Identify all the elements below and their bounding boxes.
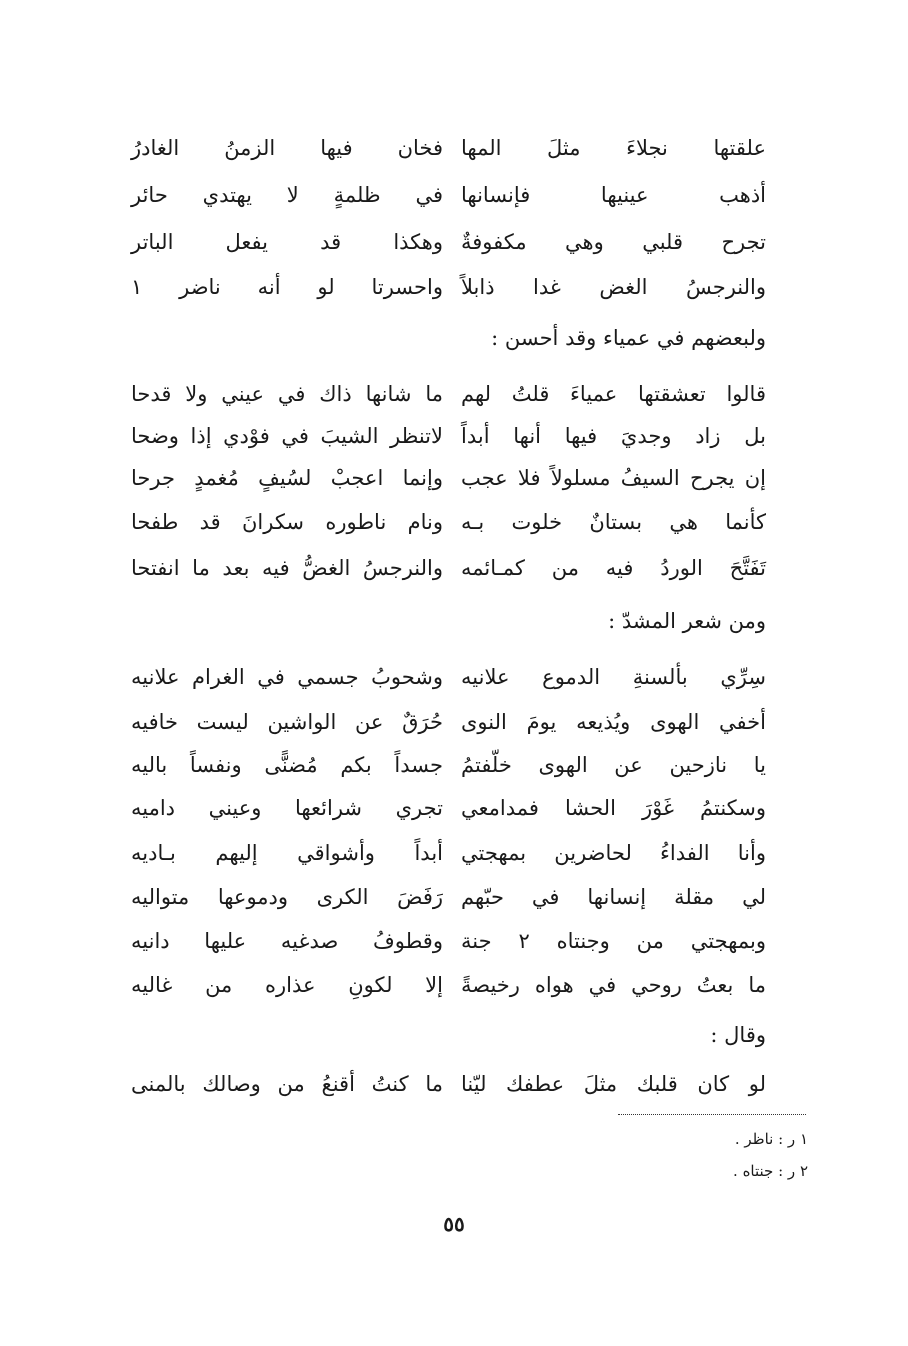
verse-second-hemistich: أبداً وأشواقي إليهم بـاديه	[131, 841, 443, 865]
verse-first-hemistich: لو كان قلبك مثلَ عطفك ليّنا	[461, 1072, 766, 1096]
verse-second-hemistich: في ظلمةٍ لا يهتدي حائر	[131, 183, 443, 207]
verse-second-hemistich: إلا لكونِ عذاره من غاليه	[131, 973, 443, 997]
verse-second-hemistich: وإنما اعجبْ لسُيفٍ مُغمدٍ جرحا	[131, 466, 443, 490]
section-intro: ومن شعر المشدّ :	[608, 609, 766, 633]
verse-first-hemistich: وسكنتمُ غَوْرَ الحشا فمدامعي	[461, 796, 766, 820]
verse-first-hemistich: يا نازحين عن الهوى خلّفتمُ	[461, 753, 766, 777]
verse-first-hemistich: وبمهجتي من وجنتاه ٢ جنة	[461, 929, 766, 953]
footnote-separator	[618, 1114, 806, 1115]
verse-first-hemistich: سِرِّي بألسنةِ الدموع علانيه	[461, 665, 766, 689]
section-intro: ولبعضهم في عمياء وقد أحسن :	[491, 326, 766, 350]
verse-first-hemistich: وأنا الفداءُ لحاضرين بمهجتي	[461, 841, 766, 865]
verse-first-hemistich: إن يجرح السيفُ مسلولاً فلا عجب	[461, 466, 766, 490]
verse-first-hemistich: قالوا تعشقتها عمياءَ قلتُ لهم	[461, 382, 766, 406]
verse-second-hemistich: ما شانها ذاك في عيني ولا قدحا	[131, 382, 443, 406]
verse-second-hemistich: ما كنتُ أقنعُ من وصالك بالمنى	[131, 1072, 443, 1096]
verse-second-hemistich: والنرجسُ الغضُّ فيه بعد ما انفتحا	[131, 556, 443, 580]
verse-first-hemistich: ما بعتُ روحي في هواه رخيصةً	[461, 973, 766, 997]
verse-first-hemistich: والنرجسُ الغض غدا ذابلاً	[461, 275, 766, 299]
verse-first-hemistich: كأنما هي بستانٌ خلوت بـه	[461, 510, 766, 534]
verse-first-hemistich: علقتها نجلاءَ مثلَ المها	[461, 136, 766, 160]
verse-first-hemistich: أخفي الهوى ويُذيعه يومَ النوى	[461, 710, 766, 734]
verse-second-hemistich: حُرَقٌ عن الواشين ليست خافيه	[131, 710, 443, 734]
verse-second-hemistich: وقطوفُ صدغيه عليها دانيه	[131, 929, 443, 953]
verse-first-hemistich: تجرح قلبي وهي مكفوفةٌ	[461, 230, 766, 254]
verse-second-hemistich: تجري شرائعها وعيني داميه	[131, 796, 443, 820]
verse-second-hemistich: رَفَضَ الكرى ودموعها متواليه	[131, 885, 443, 909]
verse-first-hemistich: تَفَتَّحَ الوردُ فيه من كمـائمه	[461, 556, 766, 580]
verse-first-hemistich: لي مقلة إنسانها في حبّهم	[461, 885, 766, 909]
verse-second-hemistich: ونام ناطوره سكرانَ قد طفحا	[131, 510, 443, 534]
verse-first-hemistich: بل زاد وجديَ فيها أنها أبداً	[461, 424, 766, 448]
verse-second-hemistich: لاتنظر الشيبَ في فوْدي إذا وضحا	[131, 424, 443, 448]
verse-second-hemistich: وهكذا قد يفعل الباتر	[131, 230, 443, 254]
verse-second-hemistich: وشحوبُ جسمي في الغرام علانيه	[131, 665, 443, 689]
footnote: ١ ر : ناظر .	[734, 1130, 808, 1148]
section-intro: وقال :	[710, 1023, 766, 1047]
footnote: ٢ ر : جنتاه .	[733, 1162, 808, 1180]
verse-first-hemistich: أذهب عينيها فإنسانها	[461, 183, 766, 207]
verse-second-hemistich: فخان فيها الزمنُ الغادرُ	[131, 136, 443, 160]
verse-second-hemistich: جسداً بكم مُضنًّى ونفساً باليه	[131, 753, 443, 777]
page-number: ٥٥	[443, 1212, 465, 1236]
verse-second-hemistich: واحسرتا لو أنه ناضر ١	[131, 275, 443, 299]
